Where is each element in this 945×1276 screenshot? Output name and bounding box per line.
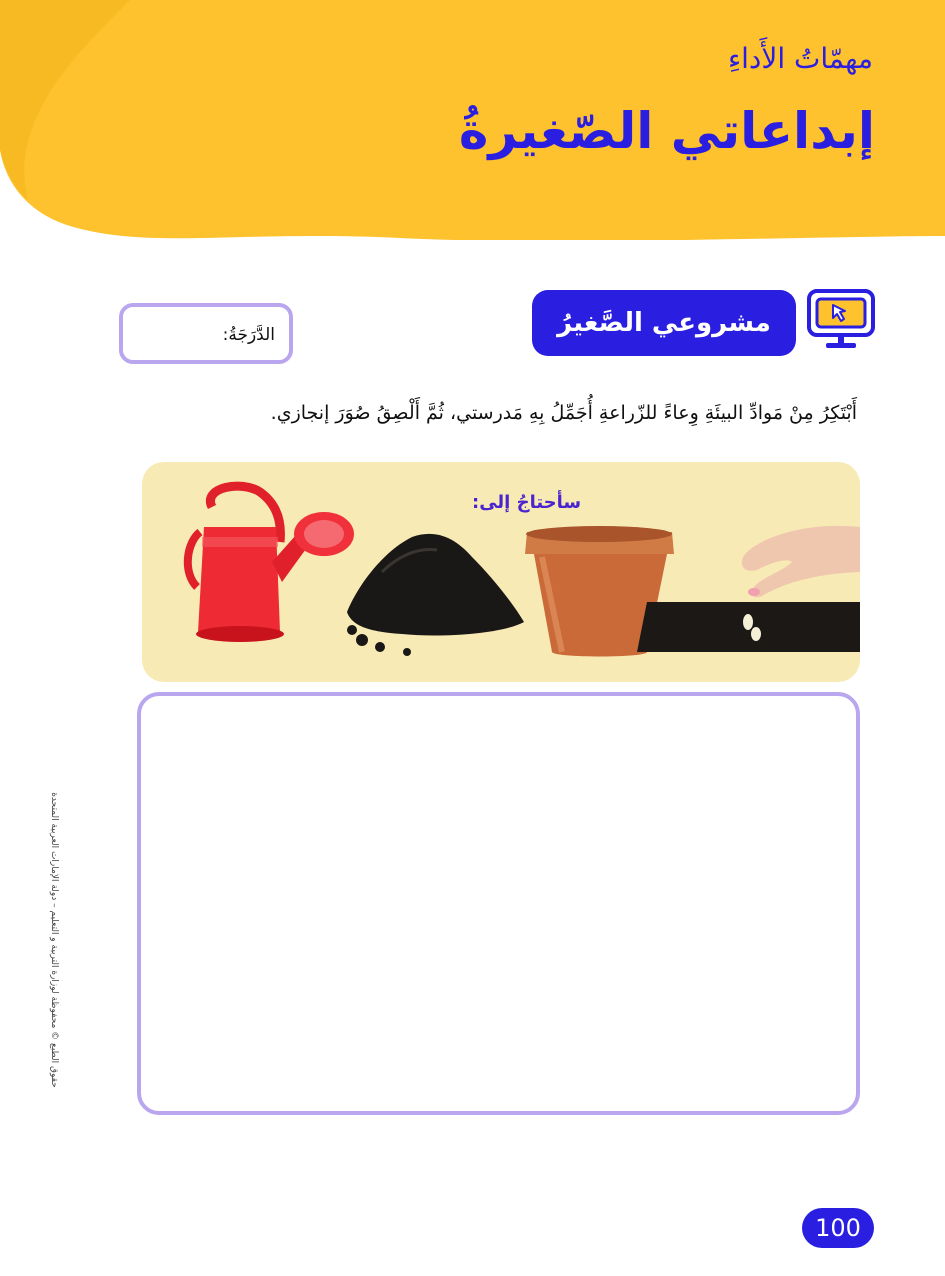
soil-pile-image <box>347 534 524 656</box>
photo-paste-area[interactable] <box>137 692 860 1115</box>
copyright-text: حقوق الطبع © محفوظة لوزارة التربية و التعليم – دولة الإمارات العربية المتحدة <box>49 792 59 1088</box>
watering-can-image <box>188 486 354 642</box>
project-heading <box>532 290 796 356</box>
project-heading-label: مشروعي الصَّغيرُ <box>557 308 771 338</box>
materials-card <box>142 462 860 682</box>
page-number: 100 <box>802 1208 874 1248</box>
grade-box[interactable] <box>119 303 293 364</box>
computer-monitor-cursor-icon <box>806 288 876 352</box>
materials-label: سأحتاجُ إلى: <box>472 492 582 513</box>
grade-label: الدَّرَجَةُ: <box>222 325 275 345</box>
section-subtitle: مهمّاتُ الأَداءِ <box>727 42 873 75</box>
instruction-text: أَبْتَكِرُ مِنْ مَوادِّ البيئَةِ وِعاءً للزّراعةِ أُجَمِّلُ بِهِ مَدرستي، ثُمَّ أَلْصِقُ صُوَرَ إنجازي. <box>270 402 857 424</box>
page-title: إبداعاتي الصّغيرةُ <box>458 102 875 160</box>
